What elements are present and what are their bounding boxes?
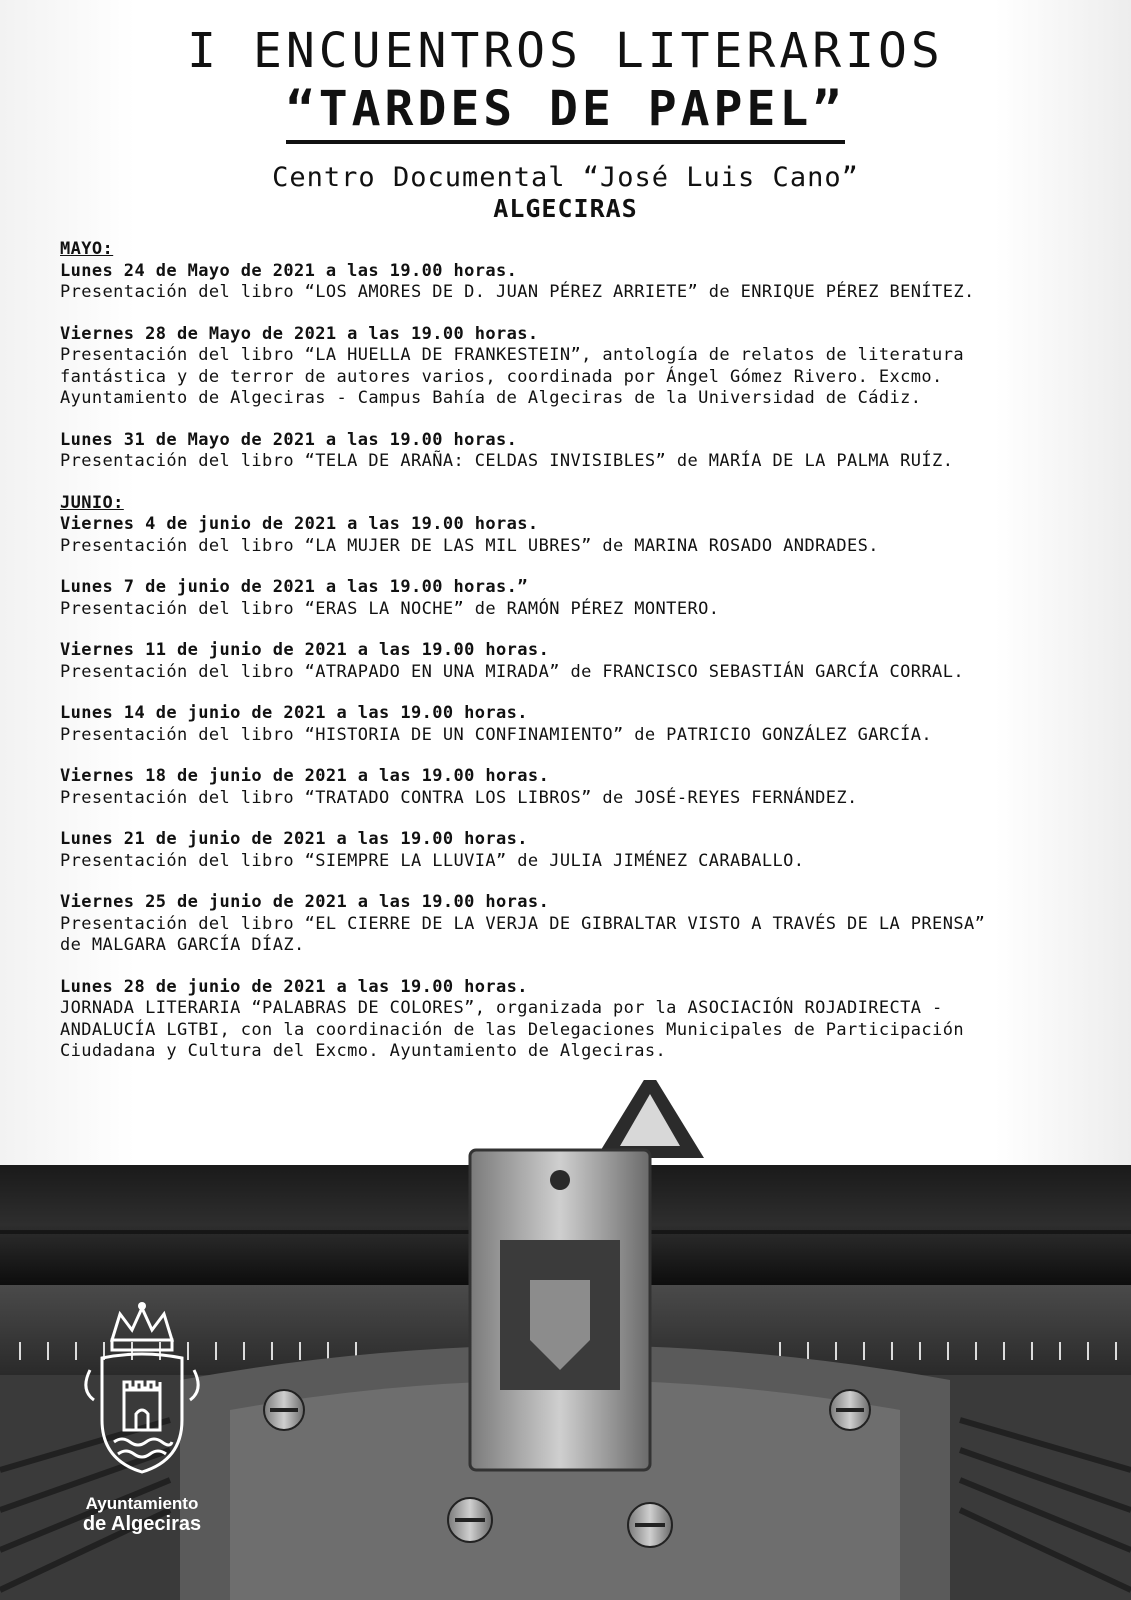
event-date: Lunes 21 de junio de 2021 a las 19.00 horas. — [60, 829, 528, 849]
event-date: Viernes 11 de junio de 2021 a las 19.00 horas. — [60, 640, 550, 660]
event-description: Presentación del libro “HISTORIA DE UN CONFINAMIENTO” de PATRICIO GONZÁLEZ GARCÍA. — [60, 724, 933, 745]
month-heading-mayo: MAYO: — [60, 239, 114, 259]
event-date: Lunes 14 de junio de 2021 a las 19.00 horas. — [60, 703, 528, 723]
event-item — [60, 892, 1110, 957]
event-date: Lunes 24 de Mayo de 2021 a las 19.00 horas. — [60, 260, 518, 281]
event-item — [60, 829, 1110, 872]
event-description: Presentación del libro “LA MUJER DE LAS MIL UBRES” de MARINA ROSADO ANDRADES. — [60, 535, 879, 556]
event-item — [60, 430, 1110, 473]
city-council-logo — [72, 1300, 212, 1550]
event-date: Viernes 28 de Mayo de 2021 a las 19.00 horas. — [60, 323, 539, 344]
logo-line-1: Ayuntamiento — [85, 1494, 199, 1513]
event-date: Lunes 31 de Mayo de 2021 a las 19.00 horas. — [60, 429, 518, 450]
event-item — [60, 261, 1110, 304]
event-date: Lunes 7 de junio de 2021 a las 19.00 horas.” — [60, 577, 528, 597]
poster-title: I ENCUENTROS LITERARIOS — [187, 23, 944, 79]
event-description: Presentación del libro “EL CIERRE DE LA VERJA DE GIBRALTAR VISTO A TRAVÉS DE LA PRENSA” de MALGARA GARCÍA DÍAZ. — [60, 913, 986, 955]
event-item — [60, 577, 1110, 620]
event-description: Presentación del libro “LOS AMORES DE D. JUAN PÉREZ ARRIETE” de ENRIQUE PÉREZ BENÍTEZ. — [60, 282, 975, 302]
event-description: JORNADA LITERARIA “PALABRAS DE COLORES”, organizada por la ASOCIACIÓN ROJADIRECTA - ANDALUCÍA LGTBI, con la coordinación de las Delegaciones Municipales de Participación Ciudadana y Cultura del Excmo. Ayuntamiento de Algeciras. — [60, 998, 964, 1061]
event-description: Presentación del libro “ERAS LA NOCHE” de RAMÓN PÉREZ MONTERO. — [60, 598, 720, 619]
city-name: ALGECIRAS — [493, 194, 638, 223]
month-heading-junio: JUNIO: — [60, 492, 124, 513]
poster-subtitle: “TARDES DE PAPEL” — [286, 80, 845, 144]
event-item — [60, 766, 1110, 809]
event-description: Presentación del libro “TELA DE ARAÑA: CELDAS INVISIBLES” de MARÍA DE LA PALMA RUÍZ. — [60, 451, 954, 471]
event-date: Viernes 25 de junio de 2021 a las 19.00 horas. — [60, 892, 550, 912]
event-description: Presentación del libro “SIEMPRE LA LLUVIA” de JULIA JIMÉNEZ CARABALLO. — [60, 850, 805, 871]
event-date: Viernes 4 de junio de 2021 a las 19.00 horas. — [60, 514, 539, 534]
event-program — [60, 239, 1110, 1083]
event-item — [60, 514, 1110, 557]
event-description: Presentación del libro “TRATADO CONTRA LOS LIBROS” de JOSÉ-REYES FERNÁNDEZ. — [60, 787, 858, 808]
event-item — [60, 703, 1110, 746]
logo-wordmark — [72, 1494, 212, 1534]
event-item — [60, 977, 1110, 1063]
event-date: Viernes 18 de junio de 2021 a las 19.00 horas. — [60, 766, 550, 786]
event-item — [60, 324, 1110, 410]
logo-line-2: de Algeciras — [82, 1513, 202, 1535]
event-item — [60, 640, 1110, 683]
event-date: Lunes 28 de junio de 2021 a las 19.00 horas. — [60, 976, 528, 997]
venue-name: Centro Documental “José Luis Cano” — [272, 162, 859, 193]
coat-of-arms-icon — [72, 1300, 212, 1490]
poster-header — [0, 22, 1131, 224]
event-description: Presentación del libro “ATRAPADO EN UNA MIRADA” de FRANCISCO SEBASTIÁN GARCÍA CORRAL. — [60, 661, 964, 682]
event-description: Presentación del libro “LA HUELLA DE FRANKESTEIN”, antología de relatos de literatura fantástica y de terror de autores varios, coordinada por Ángel Gómez Rivero. Excmo. Ayuntamiento de Algeciras - Campus Bahía de Algeciras de la Universidad de Cádiz. — [60, 345, 964, 408]
